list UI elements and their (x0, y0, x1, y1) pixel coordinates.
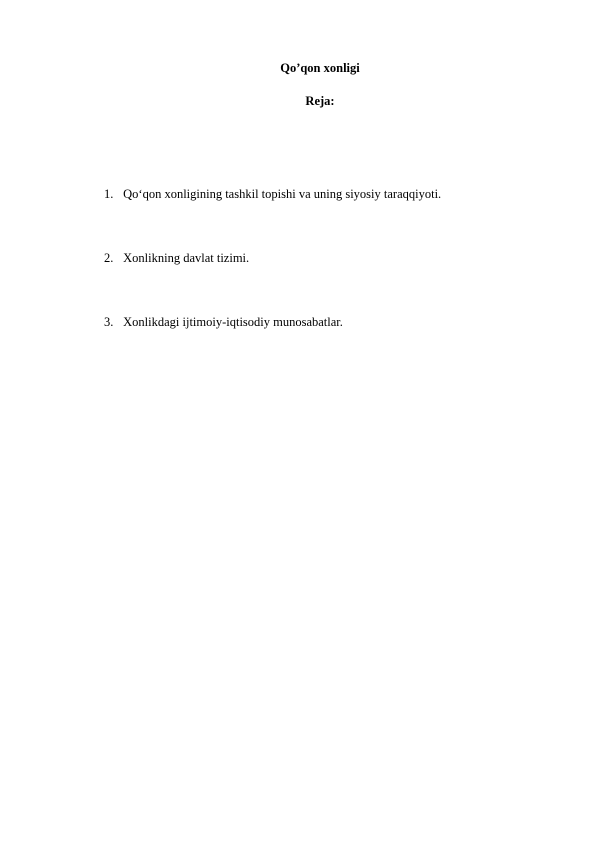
plan-item-text: Xonlikning davlat tizimi. (123, 251, 250, 265)
plan-item-text: Xonlikdagi ijtimoiy-iqtisodiy munosabatlar. (123, 315, 343, 329)
plan-item (104, 186, 544, 202)
plan-item-number: 2. (104, 251, 114, 265)
plan-item-text: Qo‘qon xonligining tashkil topishi va uning siyosiy taraqqiyoti. (123, 187, 442, 201)
plan-item (104, 314, 544, 330)
plan-item-number: 3. (104, 315, 114, 329)
plan-item (104, 250, 544, 266)
plan-heading: Reja: (305, 94, 335, 108)
document-title: Qo’qon xonligi (280, 61, 360, 75)
plan-item-number: 1. (104, 187, 114, 201)
